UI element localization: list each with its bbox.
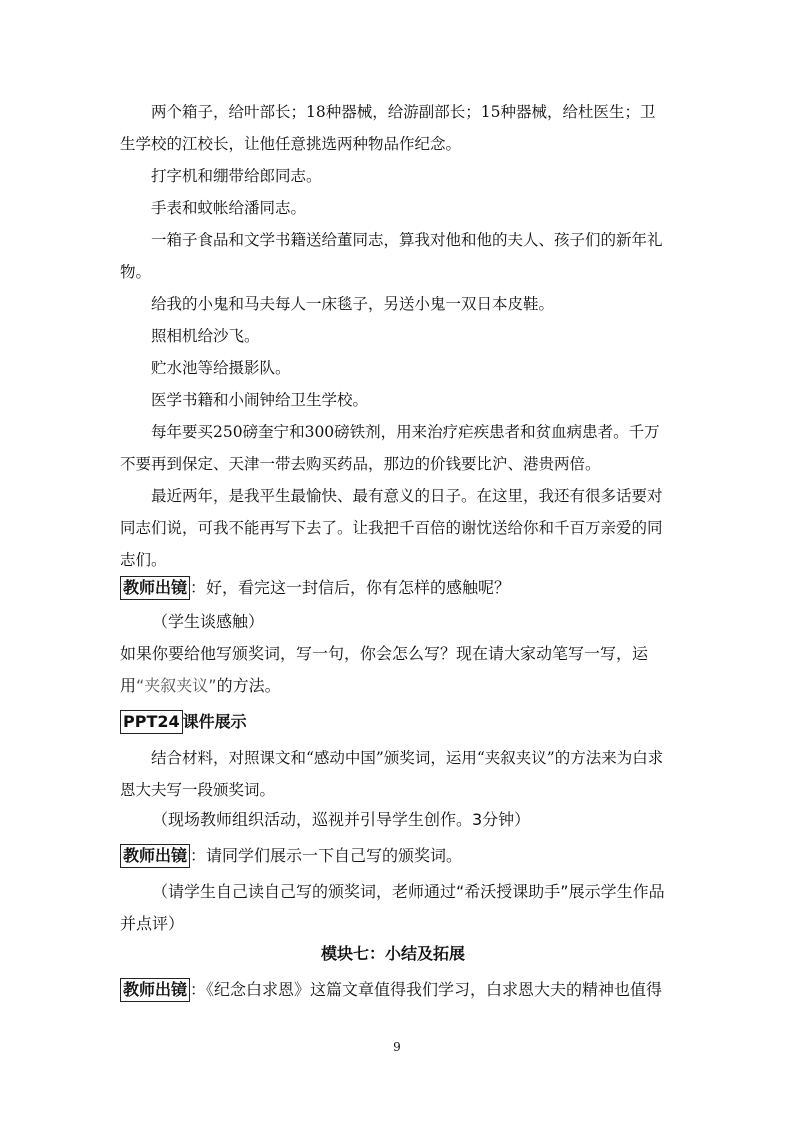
teacher-cue-text: ：请同学们展示一下自己写的颁奖词。	[190, 846, 463, 865]
teacher-cue-text: ：好，看完这一封信后，你有怎样的感触呢？	[190, 578, 511, 597]
teacher-cue-text: ：《纪念白求恩》这篇文章值得我们学习，白求恩大夫的精神也值得	[190, 980, 663, 999]
teacher-cue-1	[120, 572, 666, 604]
teacher-cue-2	[120, 840, 666, 872]
teacher-cue-3	[120, 974, 666, 1006]
slide-label	[120, 706, 666, 738]
teacher-cue-tag: 教师出镜	[120, 844, 190, 868]
slide-text: 结合材料，对照课文和“感动中国”颁奖词，运用“夹叙夹议”的方法来为白求恩大夫写一段颁奖词。	[120, 749, 664, 799]
letter-paragraph-3: 手表和蚊帐给潘同志。	[151, 199, 307, 217]
module-heading: 模块七：小结及拓展	[320, 944, 465, 963]
award-speech-prompt	[120, 638, 666, 702]
letter-paragraph-10: 最近两年，是我平生最愉快、最有意义的日子。在这里，我还有很多话要对同志们说，可我不能再写下去了。让我把千百倍的谢忱送给你和千百万亲爱的同志们。	[120, 487, 663, 569]
student-response-note: （学生谈感触）	[152, 612, 265, 631]
activity-note: （现场教师组织活动，巡视并引导学生创作。3分钟）	[152, 810, 531, 829]
display-note: （请学生自己读自己写的颁奖词，老师通过“希沃授课助手”展示学生作品并点评）	[120, 882, 665, 933]
method-quote: “夹叙夹议”	[136, 676, 217, 695]
letter-paragraph-2: 打字机和绷带给郎同志。	[151, 167, 322, 185]
award-speech-prompt-text: 如果你要给他写颁奖词，写一句，你会怎么写？现在请大家动笔写一写，运用	[120, 644, 649, 695]
page-number: 9	[393, 1040, 401, 1054]
letter-paragraph-1: 两个箱子，给叶部长；18种器械，给游副部长；15种器械，给杜医生；卫生学校的江校长，让他任意挑选两种物品作纪念。	[120, 103, 656, 153]
teacher-cue-tag: 教师出镜	[120, 576, 190, 600]
slide-title: 课件展示	[182, 712, 247, 731]
letter-paragraph-9: 每年要买250磅奎宁和300磅铁剂，用来治疗疟疾患者和贫血病患者。千万不要再到保定、天津一带去购买药品，那边的价钱要比沪、港贵两倍。	[120, 423, 660, 473]
letter-paragraph-6: 照相机给沙飞。	[151, 327, 260, 345]
letter-paragraph-7: 贮水池等给摄影队。	[151, 359, 291, 377]
teacher-cue-tag: 教师出镜	[120, 978, 190, 1002]
letter-paragraph-8: 医学书籍和小闹钟给卫生学校。	[151, 391, 369, 409]
award-speech-prompt-tail: 的方法。	[216, 676, 281, 695]
letter-paragraph-4: 一箱子食品和文学书籍送给董同志，算我对他和他的夫人、孩子们的新年礼物。	[120, 231, 663, 281]
slide-number-tag: PPT24	[120, 710, 183, 734]
letter-paragraph-5: 给我的小鬼和马夫每人一床毯子，另送小鬼一双日本皮鞋。	[151, 295, 555, 313]
